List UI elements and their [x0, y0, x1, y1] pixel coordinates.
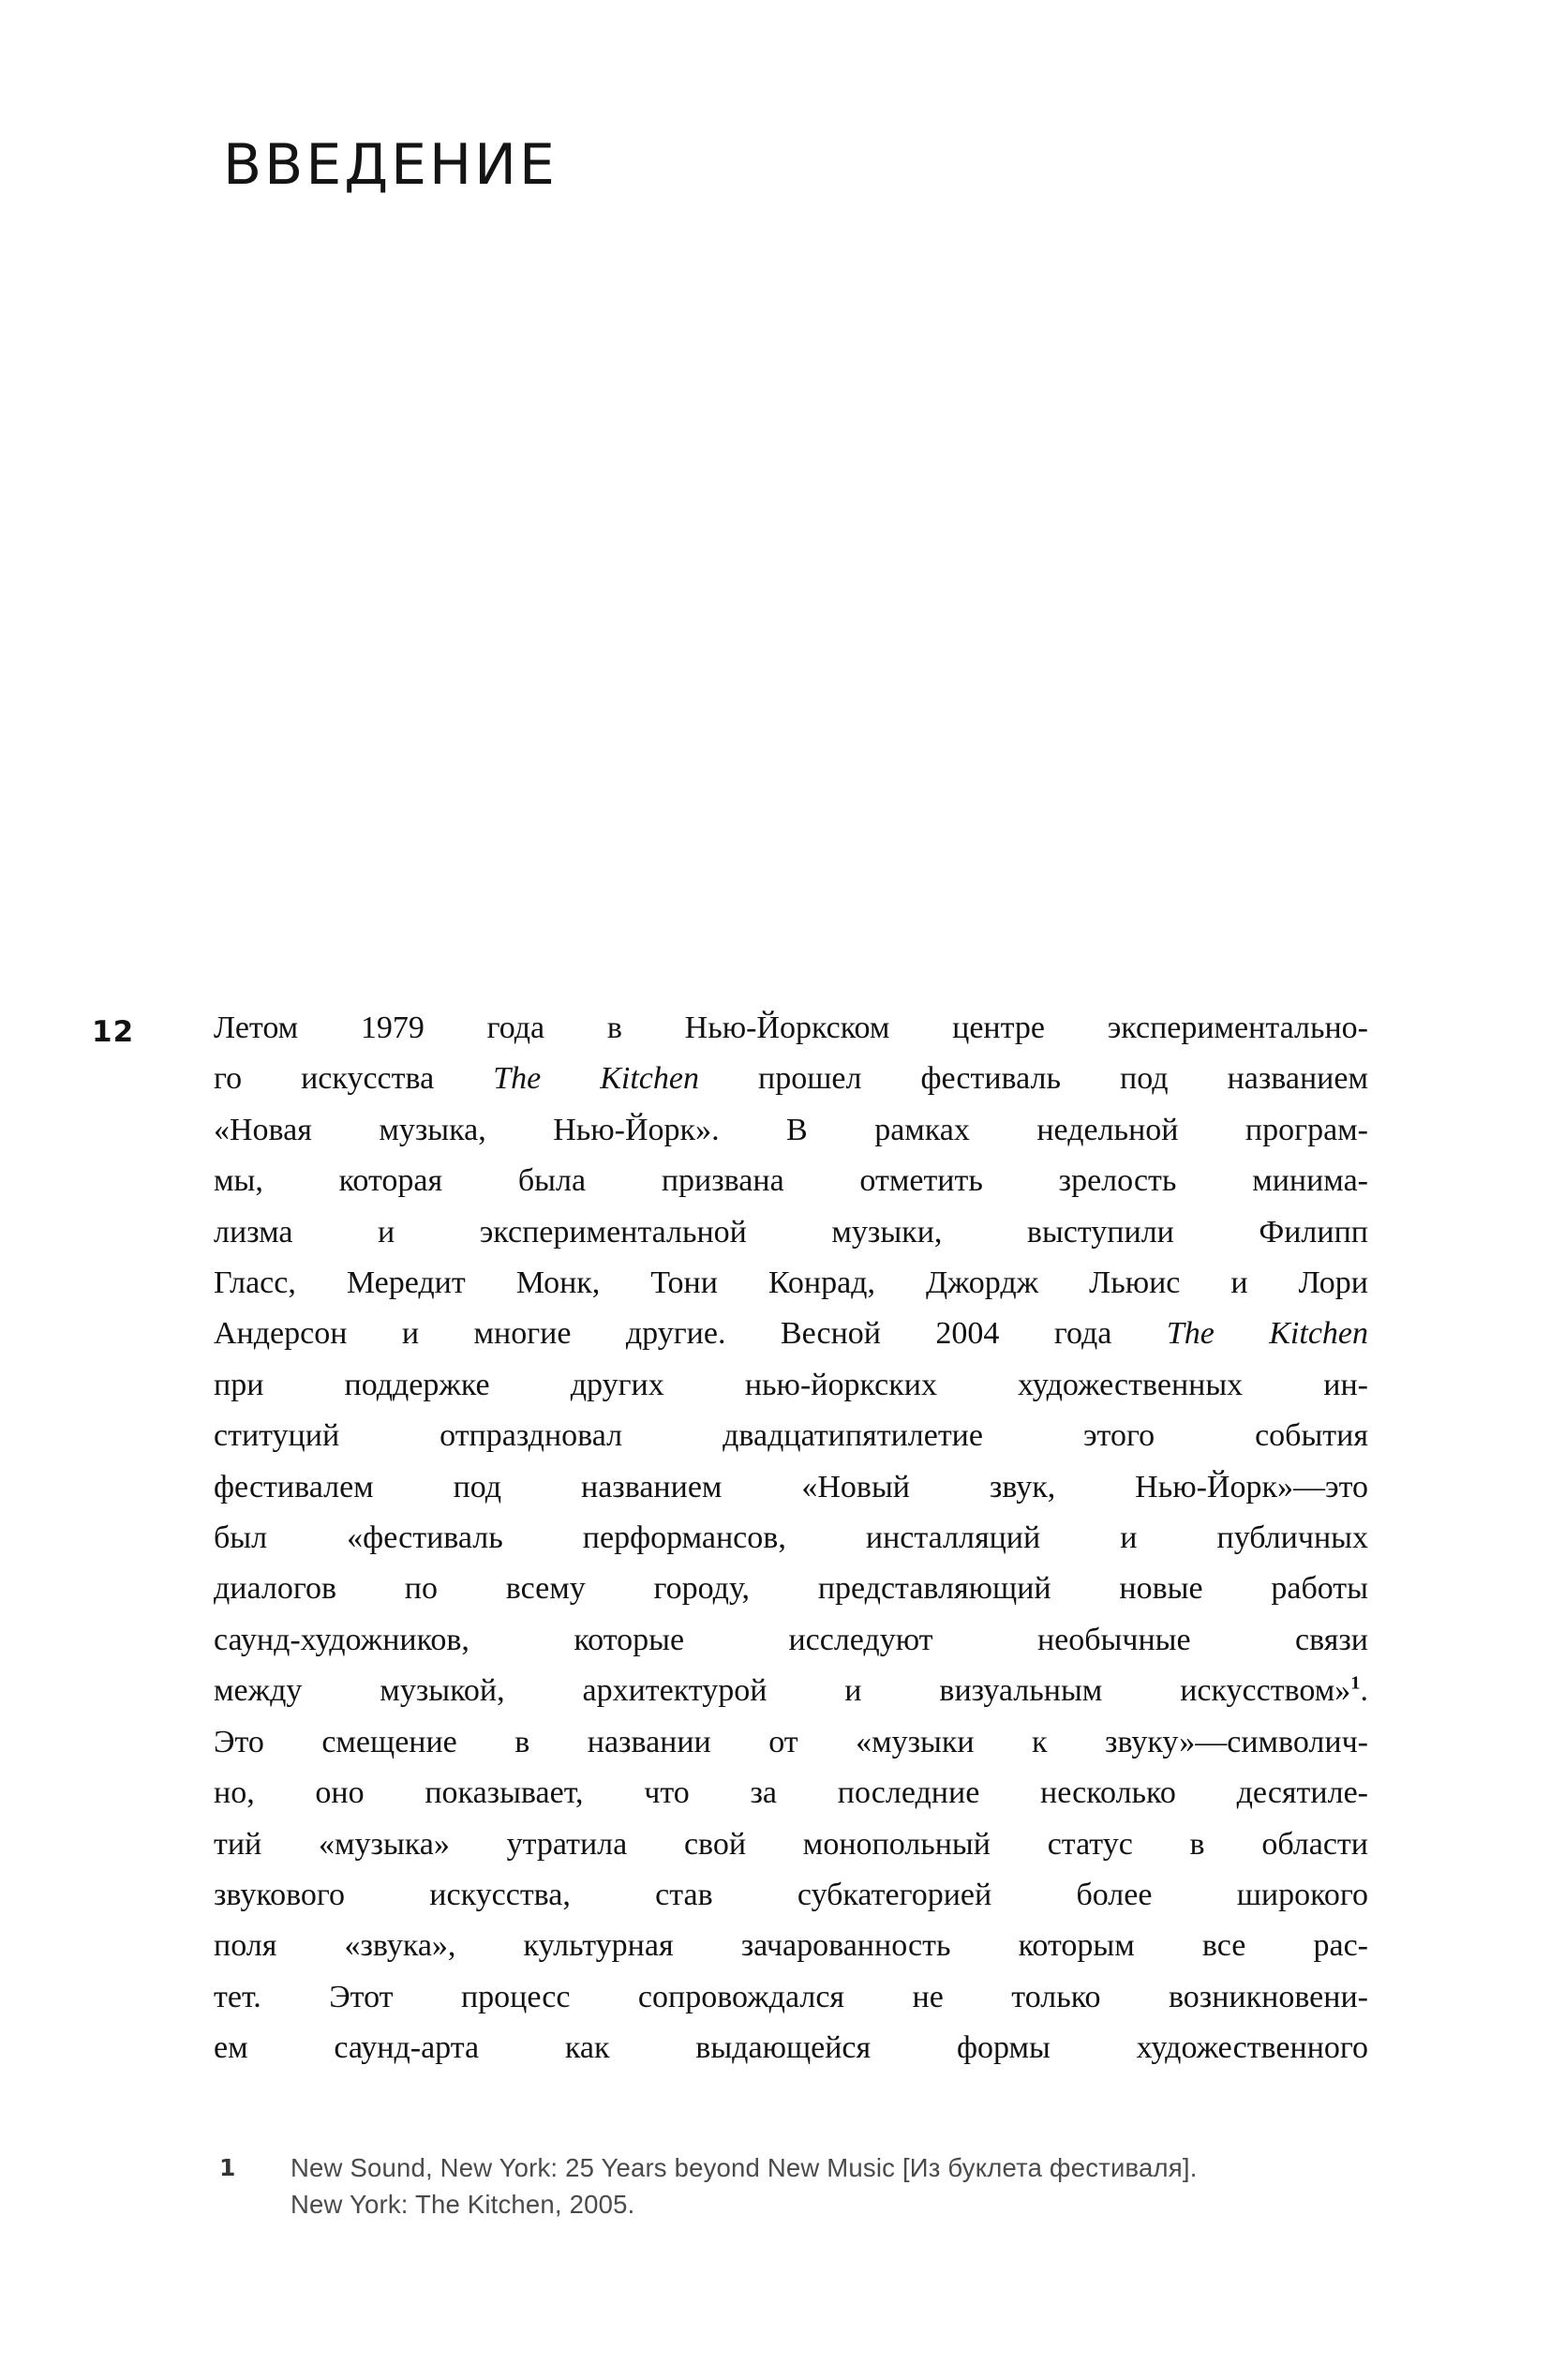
chapter-title: ВВЕДЕНИЕ	[223, 132, 558, 198]
text-line	[214, 1207, 1368, 1258]
text-run: был «фестиваль перформансов, инсталляций и публичных	[214, 1520, 1368, 1556]
text-run: диалогов по всему городу, представляющий новые работы	[214, 1571, 1368, 1607]
text-run: го искусства	[214, 1061, 494, 1097]
text-line	[214, 1360, 1368, 1411]
footnote-line: New Sound, New York: 25 Years beyond New Music [Из буклета фестиваля].	[291, 2153, 1198, 2182]
text-run: мы, которая была призвана отметить зрелость минима-	[214, 1163, 1368, 1199]
text-run: но, оно показывает, что за последние несколько десятиле-	[214, 1775, 1368, 1811]
text-run: прошел фестиваль под названием	[698, 1061, 1368, 1097]
text-run: Это смещение в названии от «музыки к звуку»—символич-	[214, 1724, 1368, 1759]
text-run: тет. Этот процесс сопровождался не только возникновени-	[214, 1979, 1368, 2014]
text-line	[214, 1105, 1368, 1156]
text-line	[214, 1666, 1368, 1716]
text-line	[214, 1615, 1368, 1666]
text-run: тий «музыка» утратила свой монопольный статус в области	[214, 1826, 1368, 1862]
text-run: Летом 1979 года в Нью-Йоркском центре экспериментально-	[214, 1010, 1368, 1045]
italic-run: The Kitchen	[493, 1061, 699, 1097]
italic-run: The Kitchen	[1166, 1316, 1368, 1352]
page-number: 12	[92, 1015, 135, 1049]
text-line	[214, 1513, 1368, 1564]
text-line	[214, 1309, 1368, 1359]
text-run: при поддержке других нью-йоркских художественных ин-	[214, 1367, 1368, 1402]
body-paragraph	[214, 1003, 1368, 2074]
text-line	[214, 1054, 1368, 1104]
text-run: фестивалем под названием «Новый звук, Нью-Йорк»—это	[214, 1469, 1368, 1504]
text-line	[214, 1003, 1368, 1054]
footnote-marker: 1	[219, 2154, 236, 2181]
text-line	[214, 1921, 1368, 1971]
text-line	[214, 1258, 1368, 1309]
text-run: Гласс, Мередит Монк, Тони Конрад, Джордж Льюис и Лори	[214, 1265, 1368, 1301]
text-line	[214, 1411, 1368, 1461]
text-line	[214, 1564, 1368, 1614]
footnote-ref: 1	[1350, 1672, 1361, 1694]
text-run: звукового искусства, став субкатегорией более широкого	[214, 1877, 1368, 1912]
text-run: Андерсон и многие другие. Весной 2004 года	[214, 1316, 1167, 1352]
text-line	[214, 1972, 1368, 2023]
text-line	[214, 1156, 1368, 1206]
text-run: лизма и экспериментальной музыки, выступили Филипп	[214, 1214, 1368, 1250]
text-run: .	[1360, 1673, 1368, 1709]
text-run: ем саунд-арта как выдающейся формы художественного	[214, 2030, 1368, 2066]
text-run: ституций отпраздновал двадцатипятилетие этого события	[214, 1418, 1368, 1454]
text-run: между музыкой, архитектурой и визуальным искусством»	[214, 1673, 1351, 1709]
footnote-line: New York: The Kitchen, 2005.	[291, 2189, 635, 2219]
text-run: саунд-художников, которые исследуют необычные связи	[214, 1622, 1368, 1657]
text-line	[214, 1768, 1368, 1819]
footnote-text	[291, 2150, 1373, 2223]
text-run: «Новая музыка, Нью-Йорк». В рамках недельной програм-	[214, 1112, 1368, 1147]
text-line	[214, 2023, 1368, 2073]
text-run: поля «звука», культурная зачарованность которым все рас-	[214, 1928, 1368, 1964]
text-line	[214, 1819, 1368, 1870]
text-line	[214, 1717, 1368, 1768]
text-line	[214, 1462, 1368, 1513]
text-line	[214, 1870, 1368, 1921]
